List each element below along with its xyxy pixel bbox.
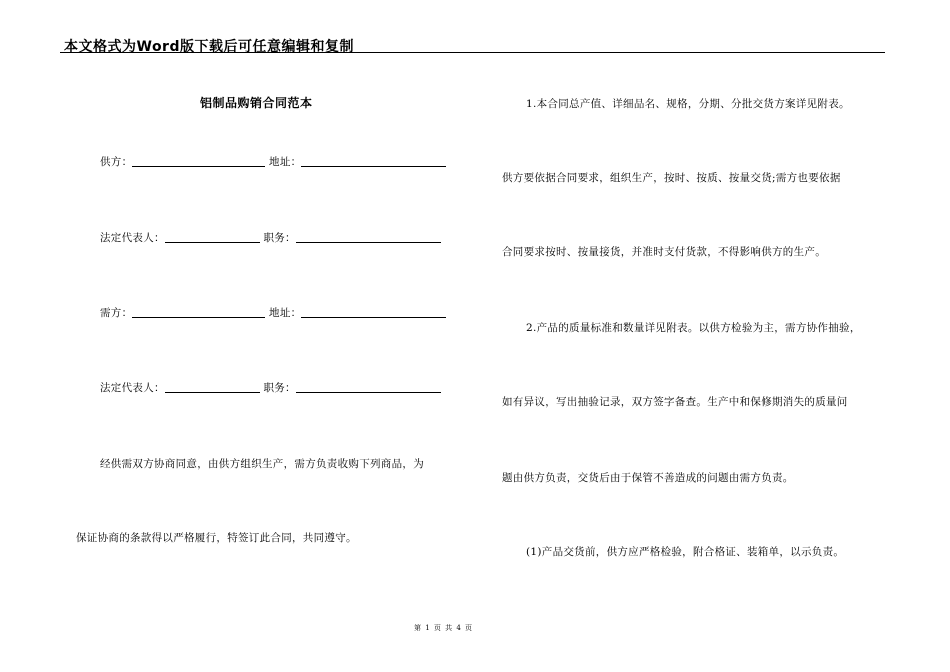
clause-line: (1)产品交货前，供方应严格检验，附合格证、装箱单，以示负责。 xyxy=(526,546,845,558)
clause-line: 题由供方负责，交货后由于保管不善造成的问题由需方负责。 xyxy=(502,472,794,484)
clause-line: 如有异议，写出抽验记录，双方签字备查。生产中和保修期消失的质量问 xyxy=(502,396,848,408)
buyer-rep-blank xyxy=(165,380,260,393)
buyer-row xyxy=(100,305,446,320)
clause-line: 合同要求按时、按量接货，并准时支付货款，不得影响供方的生产。 xyxy=(502,246,826,258)
supplier-row xyxy=(100,154,446,169)
intro-paragraph-line: 保证协商的条款得以严格履行，特签订此合同，共同遵守。 xyxy=(76,532,357,544)
clause-line: 供方要依据合同要求，组织生产，按时、按质、按量交货;需方也要依据 xyxy=(502,172,841,184)
buyer-label: 需方： xyxy=(100,307,133,319)
supplier-address-blank xyxy=(301,154,446,167)
intro-paragraph-line: 经供需双方协商同意，由供方组织生产，需方负责收购下列商品，为 xyxy=(100,458,424,470)
buyer-address-blank xyxy=(301,305,446,318)
supplier-rep-row xyxy=(100,230,441,245)
supplier-address-label: 地址： xyxy=(269,156,302,168)
buyer-rep-label: 法定代表人： xyxy=(100,382,165,394)
page-number: 第 1 页 共 4 页 xyxy=(414,624,474,632)
buyer-blank xyxy=(132,305,265,318)
supplier-position-label: 职务： xyxy=(263,232,296,244)
supplier-position-blank xyxy=(296,230,441,243)
supplier-rep-label: 法定代表人： xyxy=(100,232,165,244)
buyer-rep-row xyxy=(100,380,441,395)
buyer-position-blank xyxy=(296,380,441,393)
document-header: 本文格式为Word版下载后可任意编辑和复制 xyxy=(64,39,354,55)
supplier-label: 供方： xyxy=(100,156,133,168)
clause-line: 2.产品的质量标准和数量详见附表。以供方检验为主，需方协作抽验， xyxy=(526,322,861,334)
buyer-position-label: 职务： xyxy=(263,382,296,394)
supplier-blank xyxy=(132,154,265,167)
document-title: 铝制品购销合同范本 xyxy=(200,96,313,110)
supplier-rep-blank xyxy=(165,230,260,243)
header-divider xyxy=(60,52,885,53)
buyer-address-label: 地址： xyxy=(269,307,302,319)
clause-line: 1.本合同总产值、详细品名、规格，分期、分批交货方案详见附表。 xyxy=(526,98,850,110)
